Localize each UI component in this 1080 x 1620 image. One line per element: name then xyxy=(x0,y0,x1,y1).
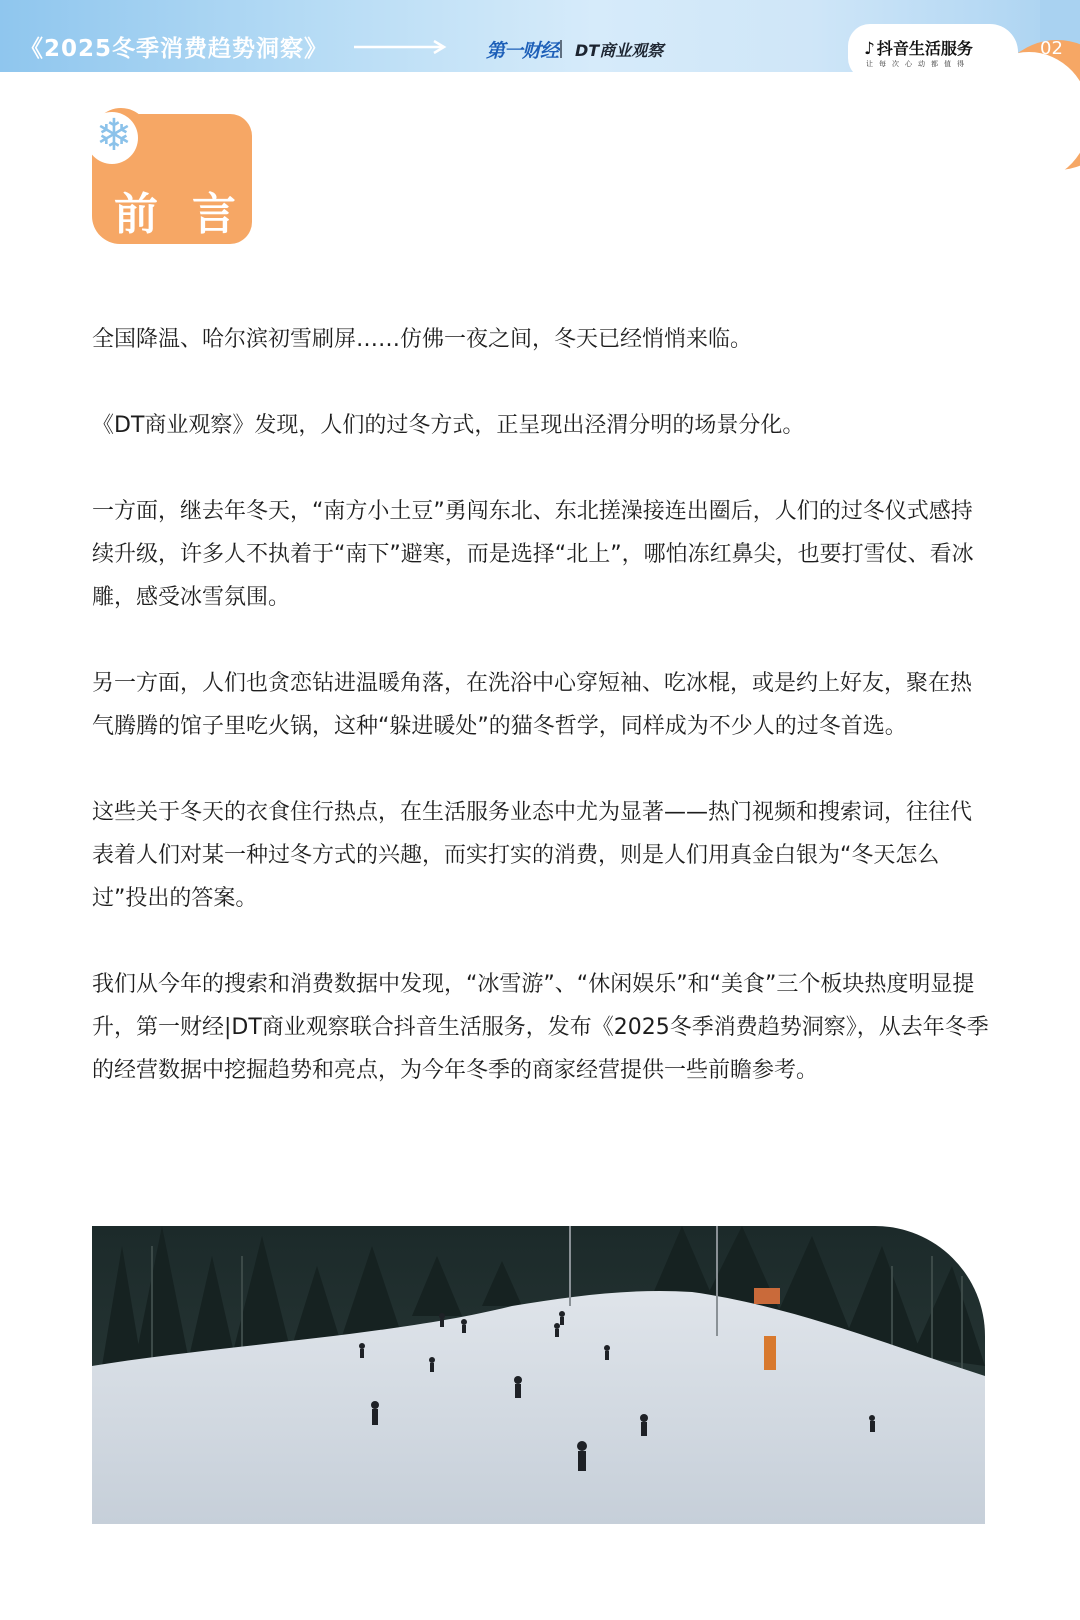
report-title: 《2025冬季消费趋势洞察》 xyxy=(20,36,329,62)
douyin-logo xyxy=(864,36,973,59)
page-number: 02 xyxy=(1040,38,1063,59)
paragraph: 一方面，继去年冬天，“南方小土豆”勇闯东北、东北搓澡接连出圈后，人们的过冬仪式感持续升级，许多人不执着于“南下”避寒，而是选择“北上”，哪怕冻红鼻尖，也要打雪仗、看冰雕，感受冰雪氛围。 xyxy=(92,499,974,610)
douyin-slogan: 让每次心动都值得 xyxy=(866,60,970,68)
paragraph: 全国降温、哈尔滨初雪刷屏……仿佛一夜之间，冬天已经悄悄来临。 xyxy=(92,327,753,352)
douyin-logo-text: 抖音生活服务 xyxy=(876,39,973,58)
snowflake-icon: ❄ xyxy=(95,110,133,161)
arrow-right-icon xyxy=(354,40,450,54)
music-note-icon: ♪ xyxy=(864,39,875,59)
logo-divider xyxy=(560,40,562,58)
dt-logo: DT商业观察 xyxy=(575,41,664,60)
ski-slope-photo xyxy=(92,1226,985,1524)
paragraph: 《DT商业观察》发现，人们的过冬方式，正呈现出泾渭分明的场景分化。 xyxy=(92,413,805,438)
paragraph: 我们从今年的搜索和消费数据中发现，“冰雪游”、“休闲娱乐”和“美食”三个板块热度明显提升，第一财经|DT商业观察联合抖音生活服务，发布《2025冬季消费趋势洞察》，从去年冬季的经营数据中挖掘趋势和亮点，为今年冬季的商家经营提供一些前瞻参考。 xyxy=(92,972,989,1083)
paragraph: 另一方面，人们也贪恋钻进温暖角落，在洗浴中心穿短袖、吃冰棍，或是约上好友，聚在热气腾腾的馆子里吃火锅，这种“躲进暖处”的猫冬哲学，同样成为不少人的过冬首选。 xyxy=(92,671,973,739)
paragraph: 这些关于冬天的衣食住行热点，在生活服务业态中尤为显著——热门视频和搜索词，往往代表着人们对某一种过冬方式的兴趣，而实打实的消费，则是人们用真金白银为“冬天怎么过”投出的答案。 xyxy=(92,800,973,911)
section-heading: 前言 xyxy=(114,189,270,240)
yicai-logo: 第一财经 xyxy=(486,40,559,62)
article-body xyxy=(92,318,992,1135)
ski-slope-illustration xyxy=(92,1226,985,1524)
